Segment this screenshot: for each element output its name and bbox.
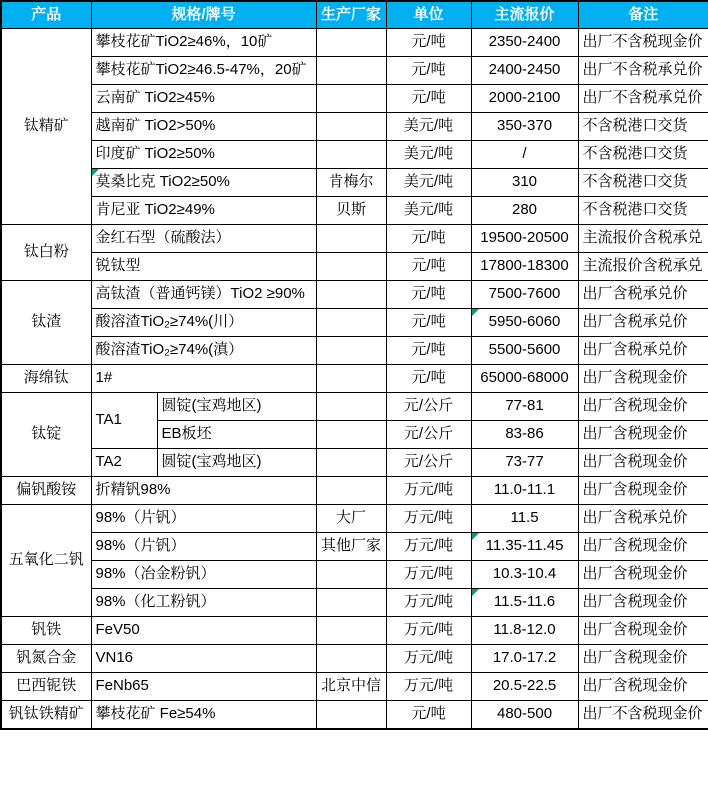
spec-cell: 98%（片钒）	[91, 505, 316, 533]
product-cell: 钛锭	[1, 393, 91, 477]
price-text: 11.35-11.45	[485, 537, 564, 555]
spec-cell: FeV50	[91, 617, 316, 645]
unit-cell: 美元/吨	[386, 113, 471, 141]
unit-cell: 万元/吨	[386, 617, 471, 645]
note-cell: 不含税港口交货	[578, 169, 708, 197]
spec-cell: 高钛渣（普通钙镁）TiO2 ≥90%	[91, 281, 316, 309]
note-cell: 出厂含税承兑价	[578, 281, 708, 309]
manufacturer-cell: 肯梅尔	[316, 169, 386, 197]
unit-cell: 元/吨	[386, 365, 471, 393]
table-row	[1, 617, 708, 645]
note-cell: 出厂含税现金价	[578, 449, 708, 477]
spec-cell: FeNb65	[91, 673, 316, 701]
spec-cell: VN16	[91, 645, 316, 673]
note-cell: 出厂含税现金价	[578, 477, 708, 505]
manufacturer-cell	[316, 701, 386, 730]
price-cell	[471, 589, 578, 617]
header-product: 产品	[1, 1, 91, 29]
product-cell: 五氧化二钒	[1, 505, 91, 617]
manufacturer-cell	[316, 57, 386, 85]
price-cell: 280	[471, 197, 578, 225]
table-row	[1, 169, 708, 197]
grade-cell: TA2	[91, 449, 157, 477]
spec-text: 莫桑比克 TiO2≥50%	[95, 173, 230, 191]
manufacturer-cell	[316, 645, 386, 673]
unit-cell: 元/公斤	[386, 393, 471, 421]
note-cell: 出厂含税现金价	[578, 617, 708, 645]
table-row	[1, 29, 708, 57]
spec-cell: 折精钒98%	[91, 477, 316, 505]
price-cell: 20.5-22.5	[471, 673, 578, 701]
table-row	[1, 197, 708, 225]
manufacturer-cell	[316, 589, 386, 617]
spec-cell: 98%（冶金粉钒）	[91, 561, 316, 589]
note-cell: 出厂不含税承兑价	[578, 85, 708, 113]
price-cell: 65000-68000	[471, 365, 578, 393]
manufacturer-cell: 贝斯	[316, 197, 386, 225]
header-spec: 规格/牌号	[91, 1, 316, 29]
price-cell: 2000-2100	[471, 85, 578, 113]
unit-cell: 元/吨	[386, 225, 471, 253]
price-cell: 2400-2450	[471, 57, 578, 85]
table-row	[1, 57, 708, 85]
price-cell: 2350-2400	[471, 29, 578, 57]
manufacturer-cell	[316, 561, 386, 589]
table-row	[1, 645, 708, 673]
note-cell: 不含税港口交货	[578, 197, 708, 225]
table-row	[1, 141, 708, 169]
comment-flag-icon	[472, 309, 479, 316]
table-row	[1, 393, 708, 421]
table-row	[1, 505, 708, 533]
note-cell: 出厂不含税承兑价	[578, 57, 708, 85]
price-cell	[471, 309, 578, 337]
manufacturer-cell	[316, 421, 386, 449]
product-cell: 钛白粉	[1, 225, 91, 281]
unit-cell: 元/吨	[386, 309, 471, 337]
unit-cell: 美元/吨	[386, 197, 471, 225]
note-cell: 不含税港口交货	[578, 141, 708, 169]
price-cell: 11.8-12.0	[471, 617, 578, 645]
table-row	[1, 281, 708, 309]
table-row	[1, 561, 708, 589]
unit-cell: 元/吨	[386, 701, 471, 730]
table-row	[1, 673, 708, 701]
price-cell: 19500-20500	[471, 225, 578, 253]
spec-cell: 酸溶渣TiO₂≥74%(川）	[91, 309, 316, 337]
table-row	[1, 365, 708, 393]
spec-cell: 98%（化工粉钒）	[91, 589, 316, 617]
unit-cell: 美元/吨	[386, 169, 471, 197]
note-cell: 出厂含税现金价	[578, 421, 708, 449]
unit-cell: 万元/吨	[386, 505, 471, 533]
spec-cell: 越南矿 TiO2>50%	[91, 113, 316, 141]
spec-cell: 圆锭(宝鸡地区)	[157, 449, 316, 477]
note-cell: 出厂含税现金价	[578, 673, 708, 701]
header-note: 备注	[578, 1, 708, 29]
manufacturer-cell	[316, 449, 386, 477]
header-row	[1, 1, 708, 29]
header-manufacturer: 生产厂家	[316, 1, 386, 29]
manufacturer-cell	[316, 29, 386, 57]
price-cell: 11.5	[471, 505, 578, 533]
note-cell: 出厂含税现金价	[578, 533, 708, 561]
manufacturer-cell	[316, 477, 386, 505]
price-cell: 310	[471, 169, 578, 197]
manufacturer-cell: 大厂	[316, 505, 386, 533]
unit-cell: 万元/吨	[386, 673, 471, 701]
note-cell: 出厂含税承兑价	[578, 337, 708, 365]
price-cell: 7500-7600	[471, 281, 578, 309]
spec-cell: 攀枝花矿TiO2≥46.5-47%，20矿	[91, 57, 316, 85]
unit-cell: 美元/吨	[386, 141, 471, 169]
manufacturer-cell	[316, 393, 386, 421]
note-cell: 出厂含税现金价	[578, 393, 708, 421]
table-row	[1, 309, 708, 337]
product-cell: 钒钛铁精矿	[1, 701, 91, 730]
comment-flag-icon	[472, 533, 479, 540]
table-row	[1, 85, 708, 113]
price-cell	[471, 533, 578, 561]
spec-cell: 云南矿 TiO2≥45%	[91, 85, 316, 113]
price-cell: /	[471, 141, 578, 169]
unit-cell: 元/吨	[386, 281, 471, 309]
table-row	[1, 113, 708, 141]
price-text: 5950-6060	[488, 313, 561, 331]
product-cell: 钛渣	[1, 281, 91, 365]
spec-cell: 酸溶渣TiO₂≥74%(滇）	[91, 337, 316, 365]
unit-cell: 元/公斤	[386, 421, 471, 449]
note-cell: 出厂不含税现金价	[578, 29, 708, 57]
note-cell: 出厂不含税现金价	[578, 701, 708, 730]
price-cell: 480-500	[471, 701, 578, 730]
price-cell: 11.0-11.1	[471, 477, 578, 505]
table-row	[1, 449, 708, 477]
manufacturer-cell	[316, 225, 386, 253]
unit-cell: 万元/吨	[386, 561, 471, 589]
manufacturer-cell: 其他厂家	[316, 533, 386, 561]
comment-flag-icon	[92, 169, 99, 176]
note-cell: 出厂含税现金价	[578, 645, 708, 673]
unit-cell: 万元/吨	[386, 589, 471, 617]
unit-cell: 万元/吨	[386, 645, 471, 673]
unit-cell: 元/吨	[386, 57, 471, 85]
spec-cell: 圆锭(宝鸡地区)	[157, 393, 316, 421]
price-cell: 17800-18300	[471, 253, 578, 281]
note-cell: 出厂含税承兑价	[578, 309, 708, 337]
note-cell: 出厂含税承兑价	[578, 505, 708, 533]
unit-cell: 万元/吨	[386, 533, 471, 561]
price-cell: 10.3-10.4	[471, 561, 578, 589]
spec-cell: 锐钛型	[91, 253, 316, 281]
table-row	[1, 337, 708, 365]
note-cell: 主流报价含税承兑	[578, 225, 708, 253]
manufacturer-cell: 北京中信	[316, 673, 386, 701]
note-cell: 出厂含税现金价	[578, 561, 708, 589]
manufacturer-cell	[316, 85, 386, 113]
spec-cell: 攀枝花矿TiO2≥46%，10矿	[91, 29, 316, 57]
product-cell: 巴西铌铁	[1, 673, 91, 701]
note-cell: 不含税港口交货	[578, 113, 708, 141]
unit-cell: 元/吨	[386, 253, 471, 281]
header-unit: 单位	[386, 1, 471, 29]
note-cell: 主流报价含税承兑	[578, 253, 708, 281]
price-cell: 83-86	[471, 421, 578, 449]
manufacturer-cell	[316, 617, 386, 645]
spec-cell: 攀枝花矿 Fe≥54%	[91, 701, 316, 730]
price-cell: 5500-5600	[471, 337, 578, 365]
comment-flag-icon	[472, 589, 479, 596]
spec-cell: EB板坯	[157, 421, 316, 449]
manufacturer-cell	[316, 141, 386, 169]
note-cell: 出厂含税现金价	[578, 589, 708, 617]
price-cell: 73-77	[471, 449, 578, 477]
spec-cell: 98%（片钒）	[91, 533, 316, 561]
spec-cell: 1#	[91, 365, 316, 393]
table-row	[1, 477, 708, 505]
unit-cell: 元/公斤	[386, 449, 471, 477]
table-row	[1, 225, 708, 253]
table-row	[1, 253, 708, 281]
unit-cell: 元/吨	[386, 29, 471, 57]
table-row	[1, 533, 708, 561]
unit-cell: 万元/吨	[386, 477, 471, 505]
table-row	[1, 589, 708, 617]
unit-cell: 元/吨	[386, 337, 471, 365]
header-price: 主流报价	[471, 1, 578, 29]
spec-cell	[91, 169, 316, 197]
manufacturer-cell	[316, 281, 386, 309]
product-cell: 钒氮合金	[1, 645, 91, 673]
price-cell: 350-370	[471, 113, 578, 141]
spec-cell: 肯尼亚 TiO2≥49%	[91, 197, 316, 225]
spec-cell: 印度矿 TiO2≥50%	[91, 141, 316, 169]
manufacturer-cell	[316, 309, 386, 337]
price-cell: 77-81	[471, 393, 578, 421]
price-cell: 17.0-17.2	[471, 645, 578, 673]
product-cell: 钛精矿	[1, 29, 91, 225]
manufacturer-cell	[316, 253, 386, 281]
product-cell: 钒铁	[1, 617, 91, 645]
note-cell: 出厂含税现金价	[578, 365, 708, 393]
grade-cell: TA1	[91, 393, 157, 449]
table-row	[1, 701, 708, 730]
unit-cell: 元/吨	[386, 85, 471, 113]
manufacturer-cell	[316, 337, 386, 365]
manufacturer-cell	[316, 113, 386, 141]
product-cell: 偏钒酸铵	[1, 477, 91, 505]
product-cell: 海绵钛	[1, 365, 91, 393]
manufacturer-cell	[316, 365, 386, 393]
spec-cell: 金红石型（硫酸法）	[91, 225, 316, 253]
price-text: 11.5-11.6	[493, 593, 556, 611]
